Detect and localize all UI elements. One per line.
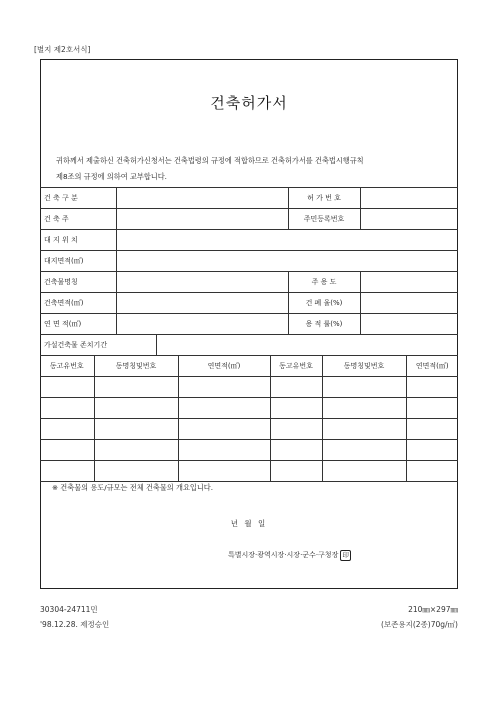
grid-cell[interactable] <box>270 377 322 398</box>
value-resident-number[interactable] <box>360 209 458 230</box>
table-row <box>40 461 458 482</box>
date-line: 년 월 일 <box>230 519 268 528</box>
value-coverage-ratio[interactable] <box>360 293 458 314</box>
value-site-area[interactable] <box>116 251 458 272</box>
header-building-name-1: 동명칭및번호 <box>94 356 178 377</box>
grid-cell[interactable] <box>322 377 406 398</box>
grid-cell[interactable] <box>178 440 270 461</box>
grid-cell[interactable] <box>178 419 270 440</box>
grid-cell[interactable] <box>178 461 270 482</box>
label-building-area: 건축면적(㎡) <box>40 293 116 314</box>
grid-cell[interactable] <box>322 419 406 440</box>
grid-cell[interactable] <box>322 461 406 482</box>
intro-paragraph <box>56 153 454 185</box>
grid-cell[interactable] <box>94 440 178 461</box>
value-main-use[interactable] <box>360 272 458 293</box>
grid-cell[interactable] <box>270 419 322 440</box>
document-title: 건축허가서 <box>210 94 288 112</box>
form-number-label: [별지 제2호서식] <box>34 45 91 54</box>
label-resident-number: 주민등록번호 <box>288 209 360 230</box>
table-row <box>40 440 458 461</box>
value-total-floor-area[interactable] <box>116 314 288 335</box>
table-row <box>40 398 458 419</box>
label-owner: 건 축 주 <box>40 209 116 230</box>
intro-line-2: 제8조의 규정에 의하여 교부합니다. <box>56 172 167 181</box>
note-text: ※ 건축물의 용도/규모는 전체 건축물의 개요입니다. <box>52 483 214 492</box>
label-temporary-period: 가설건축물 존치기간 <box>40 335 156 356</box>
grid-cell[interactable] <box>322 440 406 461</box>
label-building-name: 건축물명칭 <box>40 272 116 293</box>
form-code: 30304-24711민 <box>40 605 98 614</box>
value-building-area[interactable] <box>116 293 288 314</box>
header-floor-area-1: 연면적(㎡) <box>178 356 270 377</box>
paper-type: (보존용지(2종)70g/㎡) <box>380 620 458 629</box>
grid-cell[interactable] <box>406 440 458 461</box>
label-coverage-ratio: 건 폐 율(%) <box>288 293 360 314</box>
row-site-location <box>40 230 458 251</box>
grid-cell[interactable] <box>406 419 458 440</box>
label-site-area: 대지면적(㎡) <box>40 251 116 272</box>
table-row <box>40 377 458 398</box>
label-site-location: 대 지 위 치 <box>40 230 116 251</box>
header-building-name-2: 동명칭및번호 <box>322 356 406 377</box>
label-main-use: 주 용 도 <box>288 272 360 293</box>
approval-date: '98.12.28. 제정승인 <box>40 620 110 629</box>
signatory-line <box>228 550 351 561</box>
header-floor-area-2: 연면적(㎡) <box>406 356 458 377</box>
grid-cell[interactable] <box>40 398 94 419</box>
value-site-location[interactable] <box>116 230 458 251</box>
grid-cell[interactable] <box>270 461 322 482</box>
header-building-id-1: 동고유번호 <box>40 356 94 377</box>
grid-cell[interactable] <box>406 377 458 398</box>
grid-cell[interactable] <box>178 398 270 419</box>
label-floor-area-ratio: 용 적 률(%) <box>288 314 360 335</box>
grid-cell[interactable] <box>406 398 458 419</box>
value-permit-number[interactable] <box>360 188 458 209</box>
grid-cell[interactable] <box>406 461 458 482</box>
grid-cell[interactable] <box>40 377 94 398</box>
row-building-area <box>40 293 458 314</box>
grid-cell[interactable] <box>322 398 406 419</box>
row-building-type <box>40 188 458 209</box>
grid-cell[interactable] <box>270 440 322 461</box>
grid-cell[interactable] <box>178 377 270 398</box>
grid-cell[interactable] <box>40 419 94 440</box>
seal-icon: 印 <box>342 551 349 559</box>
grid-cell[interactable] <box>40 440 94 461</box>
value-temporary-period[interactable] <box>156 335 458 356</box>
table-row <box>40 419 458 440</box>
grid-cell[interactable] <box>94 377 178 398</box>
header-building-id-2: 동고유번호 <box>270 356 322 377</box>
row-temporary-period <box>40 335 458 356</box>
value-owner[interactable] <box>116 209 288 230</box>
grid-cell[interactable] <box>94 398 178 419</box>
value-building-type[interactable] <box>116 188 288 209</box>
label-permit-number: 허 가 번 호 <box>288 188 360 209</box>
permit-info-table <box>40 187 458 356</box>
signatory-text: 특별시장·광역시장·시장·군수·구청장 <box>228 551 339 559</box>
row-total-floor-area <box>40 314 458 335</box>
grid-cell[interactable] <box>94 419 178 440</box>
building-list-table <box>40 355 458 482</box>
paper-size: 210㎜×297㎜ <box>408 605 458 614</box>
row-owner <box>40 209 458 230</box>
intro-line-1: 귀하께서 제출하신 건축허가신청서는 건축법령의 규정에 적합하므로 건축허가서를 건축법시행규칙 <box>56 156 364 165</box>
building-list-header <box>40 356 458 377</box>
grid-cell[interactable] <box>270 398 322 419</box>
value-floor-area-ratio[interactable] <box>360 314 458 335</box>
grid-cell[interactable] <box>40 461 94 482</box>
grid-cell[interactable] <box>94 461 178 482</box>
row-building-name <box>40 272 458 293</box>
label-building-type: 건 축 구 분 <box>40 188 116 209</box>
row-site-area <box>40 251 458 272</box>
label-total-floor-area: 연 면 적(㎡) <box>40 314 116 335</box>
value-building-name[interactable] <box>116 272 288 293</box>
